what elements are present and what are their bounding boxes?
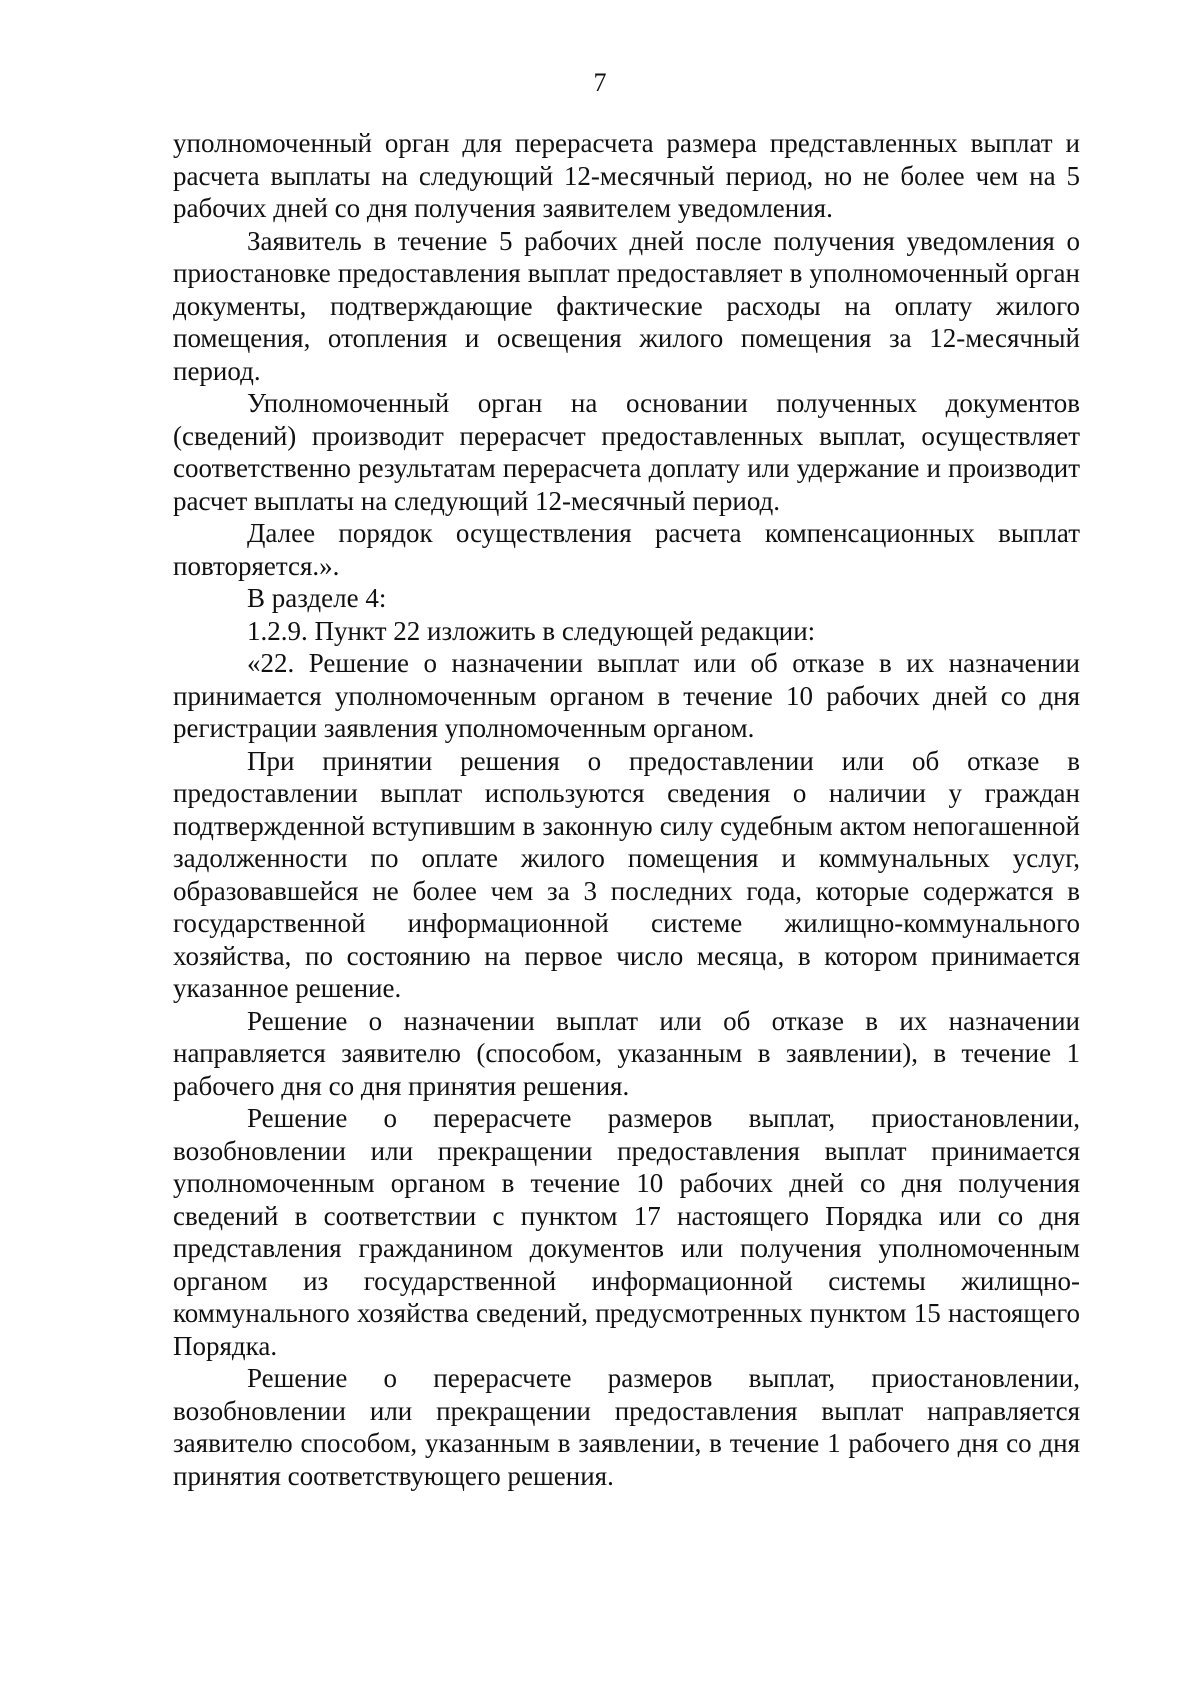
paragraph: При принятии решения о предоставлении или об отказе в предоставлении выплат используются сведения о наличии у граждан подтвержденной вступившим в законную силу судебным актом непогашенной задолженности по оплате жилого помещения и коммунальных услуг, образовавшейся не более чем за 3 последних года, которые содержатся в государственной информационной системе жилищно-коммунального хозяйства, по состоянию на первое число месяца, в котором принимается указанное решение. [173, 745, 1080, 1003]
paragraph-continuation: уполномоченный орган для перерасчета размера представленных выплат и расчета выплаты на следующий 12-месячный период, но не более чем на 5 рабочих дней со дня получения заявителем уведомления. [173, 128, 1080, 223]
section-heading: В разделе 4: [247, 583, 387, 613]
paragraph: «22. Решение о назначении выплат или об отказе в их назначении принимается уполномоченным органом в течение 10 рабочих дней со дня регистрации заявления уполномоченным органом. [173, 648, 1080, 743]
page-number: 7 [593, 68, 607, 97]
paragraph: Решение о перерасчете размеров выплат, приостановлении, возобновлении или прекращении предоставления выплат направляется заявителю способом, указанным в заявлении, в течение 1 рабочего дня со дня принятия соответствующего решения. [173, 1363, 1080, 1491]
clause-heading: 1.2.9. Пункт 22 изложить в следующей редакции: [247, 615, 816, 646]
paragraph: Уполномоченный орган на основании полученных документов (сведений) производит перерасчет предоставленных выплат, осуществляет соответственно результатам перерасчета доплату или удержание и производит расчет выплаты на следующий 12-месячный период. [173, 388, 1080, 516]
paragraph: Заявитель в течение 5 рабочих дней после получения уведомления о приостановке предоставления выплат предоставляет в уполномоченный орган документы, подтверждающие фактические расходы на оплату жилого помещения, отопления и освещения жилого помещения за 12-месячный период. [173, 225, 1080, 386]
paragraph: Решение о назначении выплат или об отказе в их назначении направляется заявителю (способом, указанным в заявлении), в течение 1 рабочего дня со дня принятия решения. [173, 1005, 1080, 1101]
paragraph: Решение о перерасчете размеров выплат, приостановлении, возобновлении или прекращении предоставления выплат принимается уполномоченным органом в течение 10 рабочих дней со дня получения сведений в соответствии с пунктом 17 настоящего Порядка или со дня представления гражданином документов или получения уполномоченным органом из государственной информационной системы жилищно-коммунального хозяйства сведений, предусмотренных пунктом 15 настоящего Порядка. [173, 1103, 1080, 1361]
document-body [173, 127, 1080, 1492]
paragraph: Далее порядок осуществления расчета компенсационных выплат повторяется.». [173, 518, 1080, 581]
